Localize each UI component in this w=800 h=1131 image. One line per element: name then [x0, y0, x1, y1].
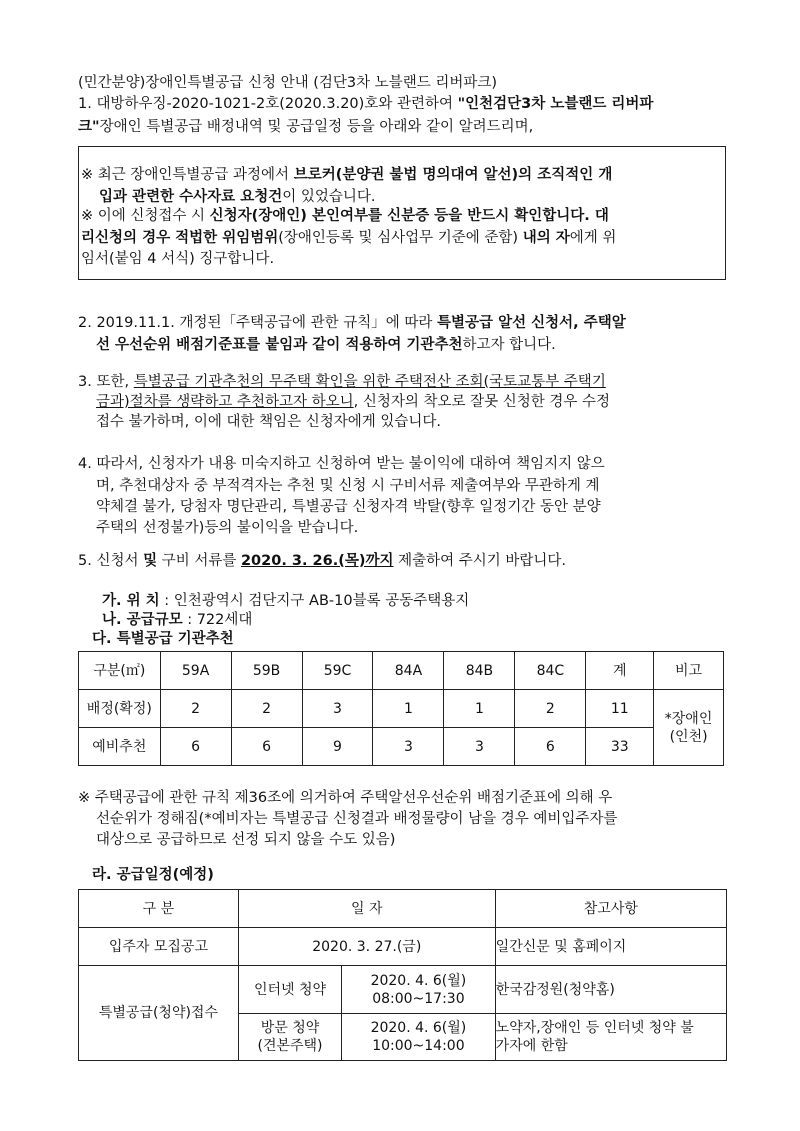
- table-header-cell: 참고사항: [495, 890, 726, 928]
- row-label: 특별공급(청약)접수: [79, 966, 239, 1061]
- p1-line2-text: 장애인 특별공급 배정내역 및 공급일정 등을 아래와 같이 알려드리며,: [99, 119, 534, 135]
- table-header-cell: 84B: [444, 652, 515, 690]
- table-cell: 1: [444, 690, 515, 728]
- footnote-line-1: ※ 주택공급에 관한 규칙 제36조에 의거하여 주택알선우선순위 배점기준표에 의해 우: [78, 790, 613, 806]
- p1-line1-bold: "인천검단3차 노블랜드 리버파: [457, 96, 654, 112]
- table-cell: 9: [302, 728, 373, 766]
- info-location-value: : 인천광역시 검단지구 AB-10블록 공동주택용지: [164, 593, 470, 609]
- table-header-cell: 계: [586, 652, 654, 690]
- row-label: 배정(확정): [79, 690, 161, 728]
- p5-text: 를: [222, 553, 241, 569]
- info-location-label: 가. 위 치: [102, 593, 160, 609]
- paragraph-3-line-2: [96, 391, 610, 413]
- table-header-cell: 구 분: [79, 890, 239, 928]
- p5-text: 제출하여 주시기 바랍니다.: [393, 553, 567, 569]
- type-line: (견본주택): [257, 1038, 323, 1054]
- table-row: [79, 728, 724, 766]
- table-header-cell: 59C: [302, 652, 373, 690]
- p5-bold: 및: [143, 553, 158, 569]
- time-line: 10:00~14:00: [372, 1038, 465, 1054]
- table-cell: 3: [302, 690, 373, 728]
- paragraph-4-line-1: 4. 따라서, 신청자가 내용 미숙지하고 신청하여 받는 불이익에 대하여 책임지지 않으: [78, 456, 605, 472]
- notice-line-1: [81, 164, 612, 186]
- table-row: [79, 690, 724, 728]
- notice-bold: 입과 관련한 수사자료 요청건: [99, 189, 283, 205]
- table-cell: 2: [515, 690, 586, 728]
- notice-line-5: 임서(붙임 4 서식) 징구합니다.: [81, 251, 275, 267]
- table-row: [79, 966, 727, 1014]
- table-header-cell: 비고: [654, 652, 724, 690]
- p3-text: , 신청자의 착오로 잘못 신청한 경우 수정: [353, 394, 610, 410]
- table-cell: [342, 1014, 496, 1061]
- notice-text: ※ 이에 신청접수 시: [81, 208, 210, 224]
- p2-text: 2. 2019.11.1. 개정된「주택공급에 관한 규칙」에 따라: [78, 315, 437, 331]
- paragraph-5: [78, 550, 566, 572]
- section-da-heading: 다. 특별공급 기관추천: [92, 631, 234, 647]
- notice-bold: 브로커(분양권 불법 명의대여 알선)의 조직적인 개: [293, 167, 613, 183]
- footnote-line-3: 대상으로 공급하므로 선정 되지 않을 수도 있음): [96, 832, 396, 848]
- table-cell: 인터넷 청약: [238, 966, 341, 1014]
- table-row: [79, 928, 727, 966]
- type-line: 방문 청약: [260, 1020, 320, 1036]
- notice-bold: 내의 자: [522, 230, 570, 246]
- notice-text: 에게 위: [569, 230, 617, 246]
- paragraph-2-line-1: [78, 312, 626, 334]
- p5-deadline: 2020. 3. 26.(목)까지: [240, 553, 394, 569]
- paragraph-1-line-1: [78, 93, 653, 115]
- paragraph-4-line-4: 주택의 선정불가)등의 불이익을 받습니다.: [96, 520, 359, 536]
- notice-text: (장애인등록 및 심사업무 기준에 준함): [278, 230, 523, 246]
- table-header-row: [79, 890, 727, 928]
- table-cell: 6: [515, 728, 586, 766]
- schedule-table: [78, 889, 727, 1061]
- allocation-table: [78, 651, 724, 766]
- section-ra-heading: 라. 공급일정(예정): [92, 867, 214, 883]
- notice-bold: 신청자(장애인) 본인여부를 신분증 등을 반드시 확인합니다. 대: [209, 208, 609, 224]
- notice-box: [78, 146, 726, 280]
- table-cell: 일간신문 및 홈페이지: [495, 928, 726, 966]
- table-header-cell: 59B: [231, 652, 302, 690]
- remarks-cell: [654, 690, 724, 766]
- p1-line1-text: 1. 대방하우징-2020-1021-2호(2020.3.20)호와 관련하여: [78, 96, 458, 112]
- table-header-row: [79, 652, 724, 690]
- footnote-line-2: 선순위가 정해짐(*예비자는 특별공급 신청결과 배정물량이 남을 경우 예비입주자를: [96, 811, 618, 827]
- notice-bold: 리신청의 경우 적법한 위임범위: [81, 230, 279, 246]
- info-scale-value: : 722세대: [187, 612, 253, 628]
- table-cell: 2020. 3. 27.(금): [238, 928, 495, 966]
- table-header-cell: 59A: [160, 652, 231, 690]
- table-header-cell: 84A: [373, 652, 444, 690]
- p1-line2-bold: 크": [78, 119, 100, 135]
- p3-underlined: 금과)절차를 생략하고 추천하고자 하오니: [96, 394, 354, 410]
- table-cell: 3: [444, 728, 515, 766]
- table-cell: 2: [160, 690, 231, 728]
- paragraph-2-line-2: [96, 334, 556, 356]
- p3-text: 3. 또한,: [78, 374, 134, 390]
- paragraph-4-line-2: 며, 추천대상자 중 부적격자는 추천 및 신청 시 구비서류 제출여부와 무관하게 계: [96, 478, 600, 494]
- table-cell: 3: [373, 728, 444, 766]
- table-header-cell: 구분(㎡): [79, 652, 161, 690]
- table-cell: [495, 1014, 726, 1061]
- table-cell: 1: [373, 690, 444, 728]
- table-cell: 33: [586, 728, 654, 766]
- paragraph-4-line-3: 약체결 불가, 당첨자 명단관리, 특별공급 신청자격 박탈(향후 일정기간 동안 분양: [96, 499, 601, 515]
- table-cell: 2: [231, 690, 302, 728]
- paragraph-3-line-3: 접수 불가하며, 이에 대한 책임은 신청자에게 있습니다.: [96, 414, 442, 430]
- p2-bold: 선 우선순위 배점기준표를 붙임과 같이 적용하여 기관추천: [96, 337, 463, 353]
- p3-underlined: 특별공급 기관추천의 무주택 확인을 위한 주택전산 조회(국토교통부 주택기: [133, 374, 606, 390]
- p2-text: 하고자 합니다.: [462, 337, 556, 353]
- notice-text: 이 있었습니다.: [282, 189, 376, 205]
- p2-bold: 특별공급 알선 신청서, 주택알: [437, 315, 626, 331]
- notice-text: ※ 최근 장애인특별공급 과정에서: [81, 167, 294, 183]
- notice-line-3: [81, 205, 609, 227]
- note-line: 노약자,장애인 등 인터넷 청약 불: [495, 1020, 694, 1036]
- table-cell: 11: [586, 690, 654, 728]
- table-cell: 6: [160, 728, 231, 766]
- row-label: 입주자 모집공고: [79, 928, 239, 966]
- table-cell: 6: [231, 728, 302, 766]
- notice-line-4: [81, 227, 616, 249]
- paragraph-1-line-2: [78, 116, 533, 138]
- p5-text: 5. 신청서: [78, 553, 144, 569]
- table-cell: [238, 1014, 341, 1061]
- info-scale-label: 나. 공급규모: [102, 612, 183, 628]
- table-header-cell: 84C: [515, 652, 586, 690]
- date-line: 2020. 4. 6(월): [370, 972, 467, 989]
- remarks-line-2: (인천): [669, 728, 708, 745]
- table-cell: 한국감정원(청약홈): [495, 966, 726, 1014]
- remarks-line-1: *장애인: [664, 710, 713, 727]
- p5-text: 구비 서류: [157, 553, 223, 569]
- row-label: 예비추천: [79, 728, 161, 766]
- note-line: 가자에 한함: [495, 1038, 568, 1054]
- table-cell: [342, 966, 496, 1014]
- date-line: 2020. 4. 6(월): [370, 1020, 467, 1036]
- paragraph-3-line-1: [78, 371, 606, 393]
- document-title: (민간분양)장애인특별공급 신청 안내 (검단3차 노블랜드 리버파크): [78, 75, 498, 91]
- table-header-cell: 일 자: [238, 890, 495, 928]
- time-line: 08:00~17:30: [372, 990, 465, 1007]
